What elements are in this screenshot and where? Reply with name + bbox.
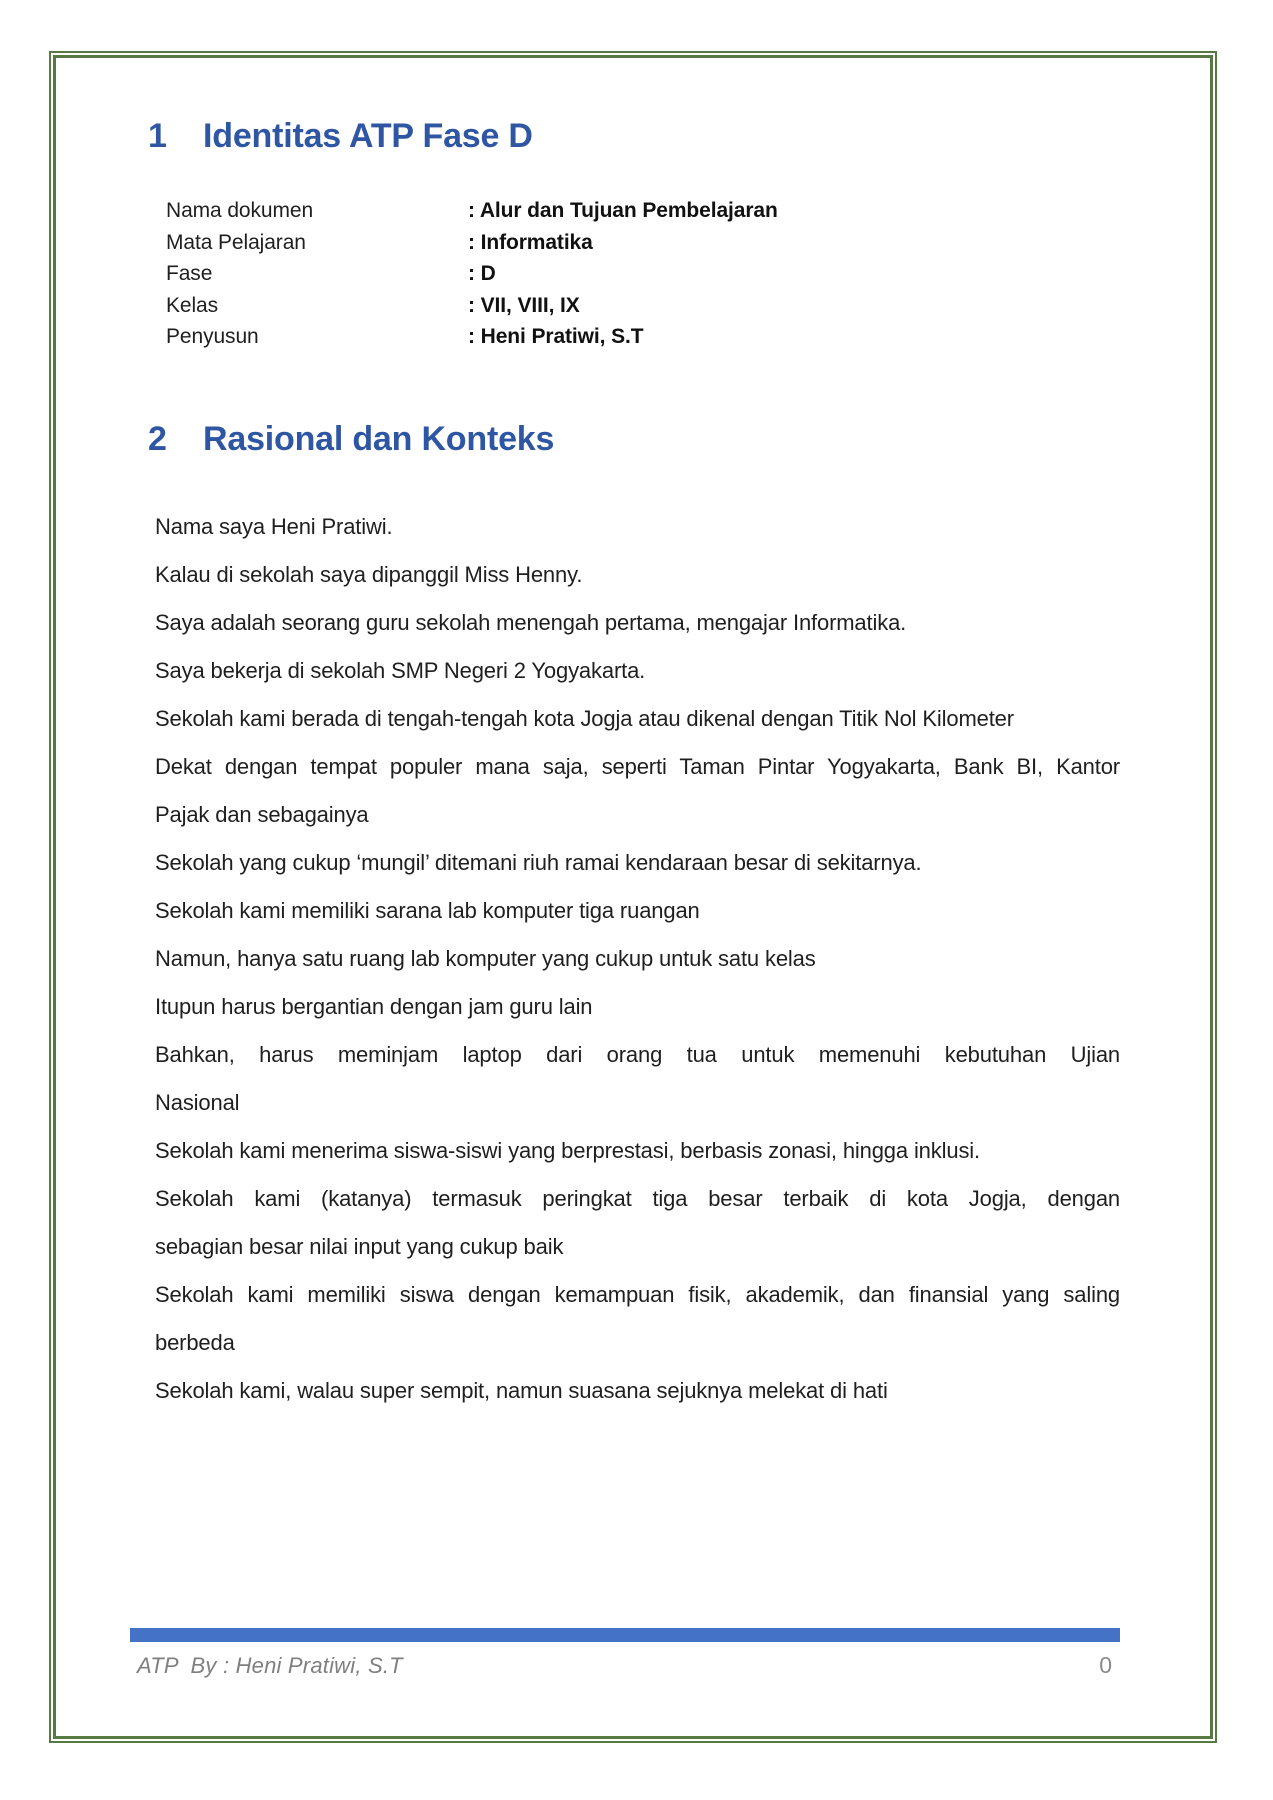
info-label: Mata Pelajaran [166,230,306,254]
paragraph [155,599,1120,647]
paragraph-line: Sekolah yang cukup ‘mungil’ ditemani riuh ramai kendaraan besar di sekitarnya. [155,850,922,875]
info-value: : D [468,262,496,285]
paragraph [155,743,1120,839]
paragraph [155,839,1120,887]
info-row [166,227,778,259]
paragraph-line: Sekolah kami (katanya) termasuk peringkat tiga besar terbaik di kota Jogja, dengan [155,1186,1120,1211]
paragraph-line: Sekolah kami memiliki siswa dengan kemampuan fisik, akademik, dan finansial yang saling [155,1282,1120,1307]
paragraph [155,503,1120,551]
heading-title: Identitas ATP Fase D [203,117,533,155]
paragraph-line: Sekolah kami berada di tengah-tengah kota Jogja atau dikenal dengan Titik Nol Kilometer [155,706,1014,731]
paragraph-line: Sekolah kami menerima siswa-siswi yang berprestasi, berbasis zonasi, hingga inklusi. [155,1138,980,1163]
paragraph-line: sebagian besar nilai input yang cukup baik [155,1234,564,1259]
paragraph [155,1271,1120,1367]
info-row [166,321,778,353]
paragraph [155,935,1120,983]
footer-divider-bar [130,1628,1120,1642]
paragraph-line: Saya adalah seorang guru sekolah menengah pertama, mengajar Informatika. [155,610,907,635]
info-value: : Heni Pratiwi, S.T [468,325,644,348]
section-heading-rasional [148,419,554,459]
paragraph-line: berbeda [155,1330,235,1355]
info-row [166,195,778,227]
page-number: 0 [1099,1652,1112,1678]
heading-number: 2 [148,420,167,458]
paragraph [155,551,1120,599]
info-label: Penyusun [166,325,259,348]
footer-author-text: ATP By : Heni Pratiwi, S.T [137,1653,403,1678]
paragraph [155,647,1120,695]
paragraph-line: Kalau di sekolah saya dipanggil Miss Henny. [155,562,583,587]
document-info-table [166,195,778,353]
paragraph-line: Namun, hanya satu ruang lab komputer yang cukup untuk satu kelas [155,946,816,971]
info-row [166,290,778,322]
info-value: : Informatika [468,230,593,254]
paragraph-line: Sekolah kami, walau super sempit, namun suasana sejuknya melekat di hati [155,1378,888,1403]
paragraph-line: Dekat dengan tempat populer mana saja, seperti Taman Pintar Yogyakarta, Bank BI, Kantor [155,754,1120,779]
info-label: Nama dokumen [166,199,314,222]
paragraph-line: Pajak dan sebagainya [155,802,369,827]
footer [137,1652,1112,1679]
paragraph [155,1127,1120,1175]
paragraph [155,1175,1120,1271]
paragraph [155,983,1120,1031]
paragraph-line: Bahkan, harus meminjam laptop dari orang tua untuk memenuhi kebutuhan Ujian [155,1042,1120,1067]
paragraph [155,1031,1120,1127]
paragraph-line: Saya bekerja di sekolah SMP Negeri 2 Yogyakarta. [155,658,646,683]
info-value: : VII, VIII, IX [468,293,580,317]
info-label: Kelas [166,293,219,317]
rasional-paragraphs [155,503,1120,1415]
info-label: Fase [166,262,213,285]
paragraph [155,887,1120,935]
info-row [166,258,778,290]
section-heading-identitas [148,116,533,156]
paragraph-line: Nama saya Heni Pratiwi. [155,514,393,539]
heading-title: Rasional dan Konteks [203,420,555,458]
heading-number: 1 [148,117,167,155]
info-value: : Alur dan Tujuan Pembelajaran [468,199,778,222]
paragraph [155,695,1120,743]
paragraph-line: Sekolah kami memiliki sarana lab komputer tiga ruangan [155,898,700,923]
paragraph-line: Itupun harus bergantian dengan jam guru lain [155,994,593,1019]
paragraph-line: Nasional [155,1090,240,1115]
paragraph [155,1367,1120,1415]
